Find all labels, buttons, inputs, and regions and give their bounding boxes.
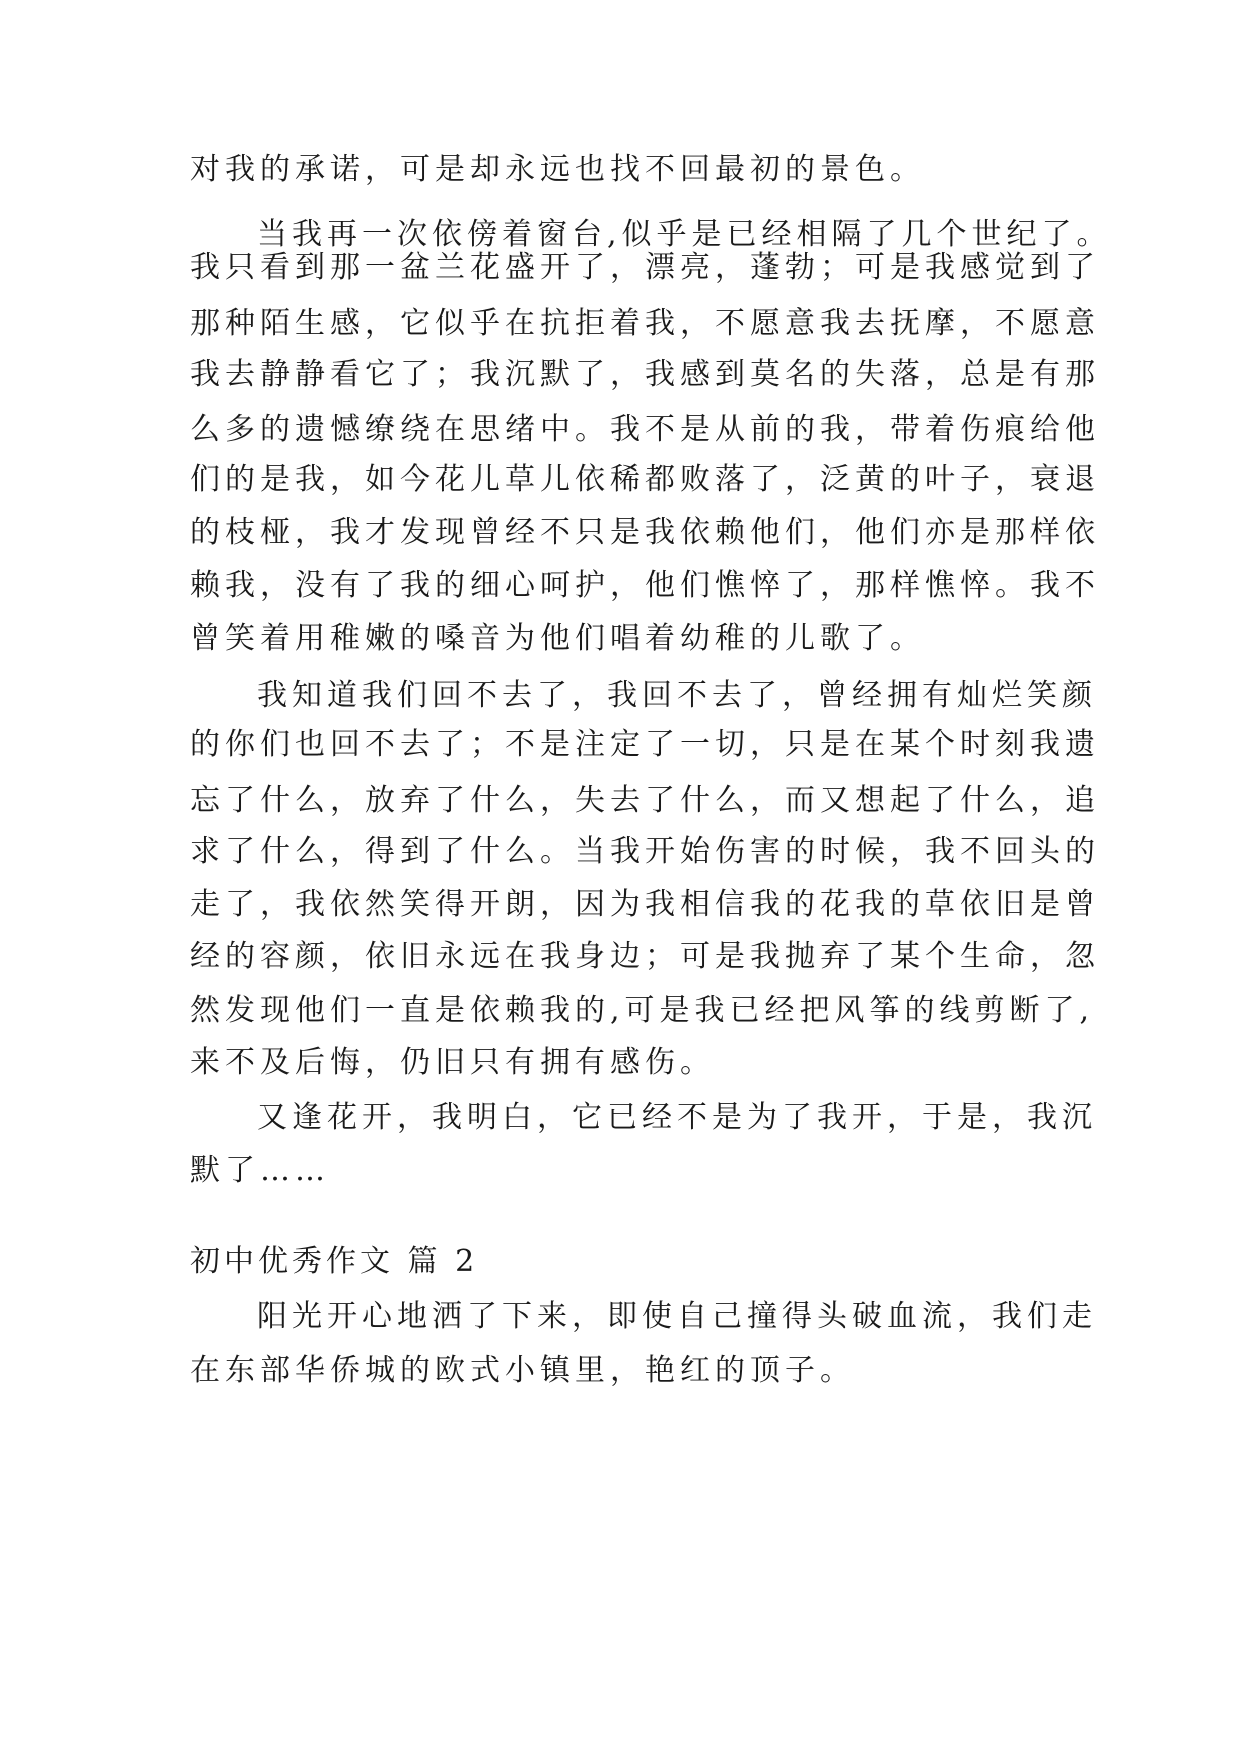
text-line: 我只看到那一盆兰花盛开了，漂亮，蓬勃；可是我感觉到了 bbox=[190, 250, 1100, 285]
text-line: 在东部华侨城的欧式小镇里，艳红的顶子。 bbox=[190, 1353, 855, 1388]
text-line: 们的是我，如今花儿草儿依稀都败落了，泛黄的叶子，衰退 bbox=[190, 462, 1100, 497]
text-line: 走了，我依然笑得开朗，因为我相信我的花我的草依旧是曾 bbox=[190, 887, 1100, 922]
paragraph-first-line: 当我再一次依傍着窗台,似乎是已经相隔了几个世纪了。 bbox=[257, 217, 1112, 252]
paragraph-first-line: 又逢花开，我明白，它已经不是为了我开，于是，我沉 bbox=[257, 1100, 1097, 1135]
text-line: 的枝桠，我才发现曾经不只是我依赖他们，他们亦是那样依 bbox=[190, 515, 1100, 550]
text-line: 那种陌生感，它似乎在抗拒着我，不愿意我去抚摩，不愿意 bbox=[190, 306, 1100, 341]
paragraph-first-line: 阳光开心地洒了下来，即使自己撞得头破血流，我们走 bbox=[257, 1299, 1097, 1334]
text-line: 然发现他们一直是依赖我的,可是我已经把风筝的线剪断了, bbox=[190, 993, 1095, 1028]
text-line: 经的容颜，依旧永远在我身边；可是我抛弃了某个生命，忽 bbox=[190, 939, 1100, 974]
text-line: 我去静静看它了；我沉默了，我感到莫名的失落，总是有那 bbox=[190, 357, 1100, 392]
text-line: 么多的遗憾缭绕在思绪中。我不是从前的我，带着伤痕给他 bbox=[190, 412, 1100, 447]
paragraph-first-line: 我知道我们回不去了，我回不去了，曾经拥有灿烂笑颜 bbox=[257, 678, 1097, 713]
text-line: 求了什么，得到了什么。当我开始伤害的时候，我不回头的 bbox=[190, 834, 1100, 869]
text-line: 来不及后悔，仍旧只有拥有感伤。 bbox=[190, 1045, 715, 1080]
text-line: 的你们也回不去了；不是注定了一切，只是在某个时刻我遗 bbox=[190, 727, 1100, 762]
section-heading: 初中优秀作文 篇 2 bbox=[190, 1244, 479, 1279]
text-line: 默了…… bbox=[190, 1153, 330, 1188]
text-line: 忘了什么，放弃了什么，失去了什么，而又想起了什么，追 bbox=[190, 783, 1100, 818]
text-line: 对我的承诺，可是却永远也找不回最初的景色。 bbox=[190, 152, 925, 187]
text-line: 赖我，没有了我的细心呵护，他们憔悴了，那样憔悴。我不 bbox=[190, 568, 1100, 603]
text-line: 曾笑着用稚嫩的嗓音为他们唱着幼稚的儿歌了。 bbox=[190, 621, 925, 656]
